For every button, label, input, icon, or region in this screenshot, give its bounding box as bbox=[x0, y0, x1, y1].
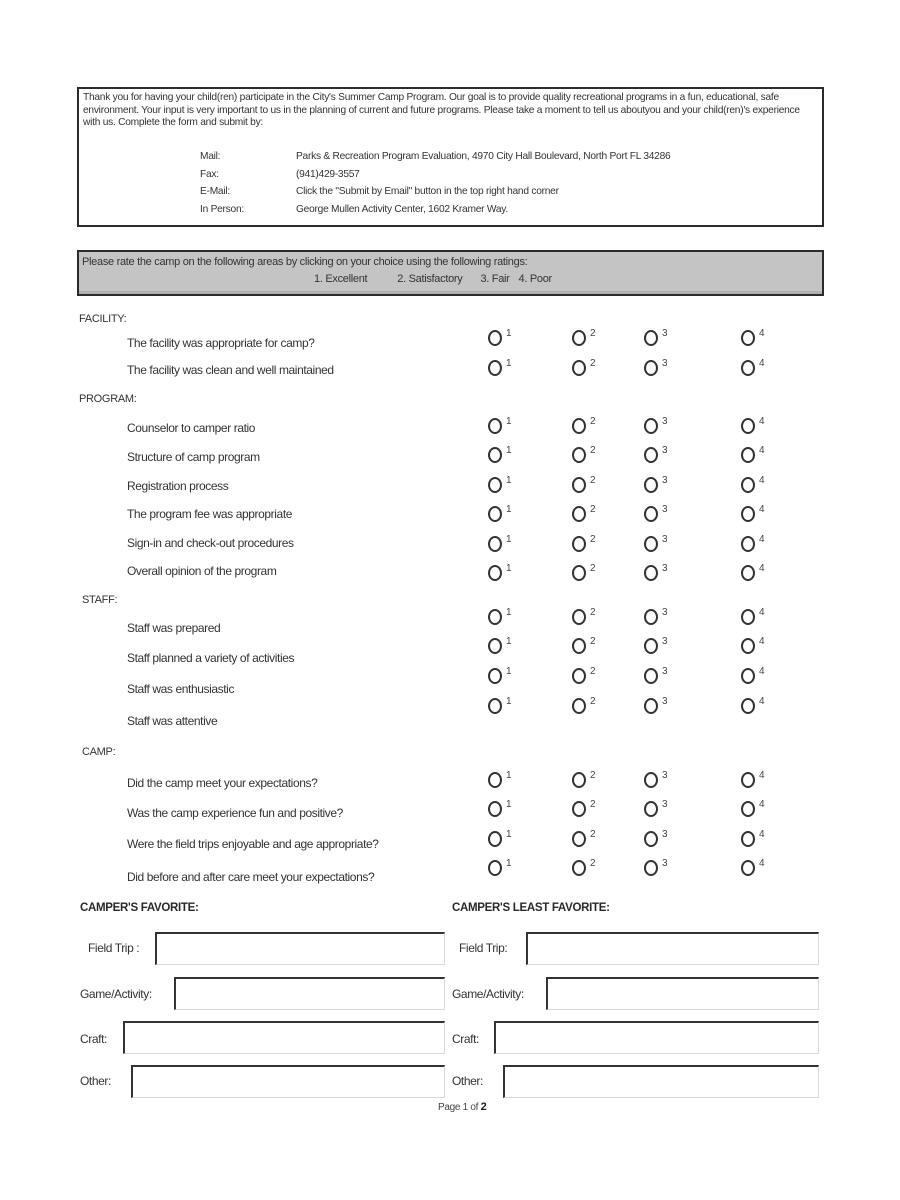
radio-circle-icon[interactable] bbox=[644, 860, 658, 876]
radio-circle-icon[interactable] bbox=[572, 698, 586, 714]
radio-circle-icon[interactable] bbox=[741, 638, 755, 654]
radio-circle-icon[interactable] bbox=[644, 772, 658, 788]
question-program-1: Counselor to camper ratio bbox=[127, 421, 256, 435]
radio-option-3[interactable]: 3 bbox=[644, 668, 668, 684]
radio-circle-icon[interactable] bbox=[488, 477, 502, 493]
radio-option-2[interactable]: 2 bbox=[572, 772, 596, 788]
radio-circle-icon[interactable] bbox=[572, 360, 586, 376]
radio-option-3[interactable]: 3 bbox=[644, 698, 668, 714]
radio-option-1[interactable]: 1 bbox=[488, 536, 512, 552]
question-facility-2: The facility was clean and well maintained bbox=[127, 363, 334, 377]
radio-option-1[interactable]: 1 bbox=[488, 668, 512, 684]
radio-option-2[interactable]: 2 bbox=[572, 418, 596, 434]
radio-circle-icon[interactable] bbox=[644, 698, 658, 714]
radio-circle-icon[interactable] bbox=[572, 668, 586, 684]
rating-group-program-5 bbox=[487, 536, 787, 554]
radio-option-3[interactable]: 3 bbox=[644, 477, 668, 493]
radio-option-2[interactable]: 2 bbox=[572, 860, 596, 876]
favorite-other-label: Other: bbox=[80, 1074, 111, 1088]
radio-circle-icon[interactable] bbox=[644, 565, 658, 581]
question-staff-1: Staff was prepared bbox=[127, 621, 221, 635]
rating-group-camp-1 bbox=[487, 772, 787, 790]
radio-option-4[interactable]: 4 bbox=[741, 638, 765, 654]
radio-circle-icon[interactable] bbox=[572, 418, 586, 434]
contact-row-in-person bbox=[79, 204, 819, 222]
radio-circle-icon[interactable] bbox=[741, 860, 755, 876]
least-favorite-heading: CAMPER'S LEAST FAVORITE: bbox=[452, 902, 610, 914]
radio-circle-icon[interactable] bbox=[488, 801, 502, 817]
radio-option-3[interactable]: 3 bbox=[644, 860, 668, 876]
favorite-heading: CAMPER'S FAVORITE: bbox=[80, 902, 199, 914]
radio-circle-icon[interactable] bbox=[572, 609, 586, 625]
radio-option-2[interactable]: 2 bbox=[572, 831, 596, 847]
radio-circle-icon[interactable] bbox=[572, 772, 586, 788]
rating-group-program-6 bbox=[487, 565, 787, 583]
radio-option-1[interactable]: 1 bbox=[488, 330, 512, 346]
radio-circle-icon[interactable] bbox=[741, 360, 755, 376]
rating-scale-legend bbox=[314, 273, 582, 285]
intro-box bbox=[77, 87, 824, 227]
radio-circle-icon[interactable] bbox=[644, 831, 658, 847]
question-camp-2: Was the camp experience fun and positive? bbox=[127, 806, 343, 820]
radio-circle-icon[interactable] bbox=[741, 609, 755, 625]
radio-option-3[interactable]: 3 bbox=[644, 418, 668, 434]
radio-circle-icon[interactable] bbox=[741, 330, 755, 346]
radio-option-1[interactable]: 1 bbox=[488, 698, 512, 714]
contact-value: (941)429-3557 bbox=[296, 168, 360, 180]
favorite-craft-input[interactable] bbox=[123, 1021, 445, 1054]
question-camp-3: Were the field trips enjoyable and age appropriate? bbox=[127, 837, 379, 851]
radio-circle-icon[interactable] bbox=[488, 565, 502, 581]
radio-option-2[interactable]: 2 bbox=[572, 698, 596, 714]
radio-option-4[interactable]: 4 bbox=[741, 360, 765, 376]
radio-circle-icon[interactable] bbox=[741, 668, 755, 684]
radio-option-4[interactable]: 4 bbox=[741, 668, 765, 684]
least-favorite-other-input[interactable] bbox=[503, 1065, 819, 1098]
radio-circle-icon[interactable] bbox=[572, 506, 586, 522]
radio-circle-icon[interactable] bbox=[741, 506, 755, 522]
radio-option-3[interactable]: 3 bbox=[644, 831, 668, 847]
radio-option-1[interactable]: 1 bbox=[488, 447, 512, 463]
radio-option-4[interactable]: 4 bbox=[741, 801, 765, 817]
rating-group-program-2 bbox=[487, 447, 787, 465]
radio-circle-icon[interactable] bbox=[741, 698, 755, 714]
radio-option-4[interactable]: 4 bbox=[741, 506, 765, 522]
radio-circle-icon[interactable] bbox=[741, 565, 755, 581]
radio-option-1[interactable]: 1 bbox=[488, 506, 512, 522]
page-indicator-total: 2 bbox=[480, 1101, 487, 1113]
radio-option-2[interactable]: 2 bbox=[572, 536, 596, 552]
radio-option-4[interactable]: 4 bbox=[741, 565, 765, 581]
rating-group-facility-1 bbox=[487, 330, 787, 348]
rating-group-program-3 bbox=[487, 477, 787, 495]
radio-circle-icon[interactable] bbox=[572, 477, 586, 493]
radio-circle-icon[interactable] bbox=[488, 609, 502, 625]
radio-option-2[interactable]: 2 bbox=[572, 565, 596, 581]
contact-row-email bbox=[79, 186, 819, 204]
radio-circle-icon[interactable] bbox=[644, 477, 658, 493]
radio-option-4[interactable]: 4 bbox=[741, 330, 765, 346]
rating-group-staff-1 bbox=[487, 609, 787, 627]
radio-option-4[interactable]: 4 bbox=[741, 418, 765, 434]
contact-label: In Person: bbox=[200, 203, 244, 215]
rating-instructions-bar bbox=[77, 250, 824, 296]
radio-circle-icon[interactable] bbox=[741, 801, 755, 817]
radio-option-1[interactable]: 1 bbox=[488, 609, 512, 625]
favorite-game-activity-input[interactable] bbox=[174, 977, 445, 1010]
question-program-3: Registration process bbox=[127, 479, 229, 493]
radio-option-4[interactable]: 4 bbox=[741, 447, 765, 463]
radio-circle-icon[interactable] bbox=[741, 477, 755, 493]
section-facility-label: FACILITY: bbox=[79, 313, 127, 325]
radio-circle-icon[interactable] bbox=[488, 536, 502, 552]
question-program-5: Sign-in and check-out procedures bbox=[127, 536, 294, 550]
favorite-other-input[interactable] bbox=[131, 1065, 445, 1098]
question-program-4: The program fee was appropriate bbox=[127, 507, 293, 521]
rating-group-staff-2 bbox=[487, 638, 787, 656]
radio-option-4[interactable]: 4 bbox=[741, 609, 765, 625]
radio-option-3[interactable]: 3 bbox=[644, 609, 668, 625]
radio-option-3[interactable]: 3 bbox=[644, 360, 668, 376]
question-facility-1: The facility was appropriate for camp? bbox=[127, 336, 315, 350]
radio-circle-icon[interactable] bbox=[488, 447, 502, 463]
least-favorite-field-trip-input[interactable] bbox=[526, 932, 819, 965]
question-camp-4: Did before and after care meet your expectations? bbox=[127, 870, 375, 884]
least-favorite-craft-input[interactable] bbox=[494, 1021, 819, 1054]
radio-circle-icon[interactable] bbox=[572, 536, 586, 552]
radio-circle-icon[interactable] bbox=[644, 801, 658, 817]
radio-circle-icon[interactable] bbox=[644, 330, 658, 346]
intro-text: Thank you for having your child(ren) participate in the City's Summer Camp Program. Our goal is to provide quality recreational programs in a fun, educational, safe environment. Your input is very important to us in the planning of current and future programs. Please take a moment to tell us aboutyou and your child(ren)'s experience with us. Complete the form and submit by: bbox=[83, 92, 800, 128]
rating-group-staff-3 bbox=[487, 668, 787, 686]
rating-group-program-1 bbox=[487, 418, 787, 436]
radio-circle-icon[interactable] bbox=[572, 565, 586, 581]
radio-circle-icon[interactable] bbox=[644, 506, 658, 522]
radio-option-1[interactable]: 1 bbox=[488, 801, 512, 817]
question-program-6: Overall opinion of the program bbox=[127, 564, 277, 578]
radio-circle-icon[interactable] bbox=[644, 609, 658, 625]
least-favorite-craft-label: Craft: bbox=[452, 1032, 479, 1046]
page-indicator bbox=[438, 1101, 486, 1113]
radio-circle-icon[interactable] bbox=[741, 772, 755, 788]
radio-option-2[interactable]: 2 bbox=[572, 506, 596, 522]
radio-circle-icon[interactable] bbox=[488, 772, 502, 788]
radio-option-4[interactable]: 4 bbox=[741, 698, 765, 714]
radio-option-3[interactable]: 3 bbox=[644, 801, 668, 817]
radio-option-4[interactable]: 4 bbox=[741, 536, 765, 552]
radio-option-2[interactable]: 2 bbox=[572, 360, 596, 376]
rating-group-camp-4 bbox=[487, 860, 787, 878]
page-indicator-prefix: Page 1 of bbox=[438, 1102, 479, 1113]
radio-option-4[interactable]: 4 bbox=[741, 831, 765, 847]
radio-circle-icon[interactable] bbox=[488, 638, 502, 654]
radio-circle-icon[interactable] bbox=[488, 330, 502, 346]
radio-option-4[interactable]: 4 bbox=[741, 477, 765, 493]
section-staff-label: STAFF: bbox=[82, 594, 118, 606]
radio-option-3[interactable]: 3 bbox=[644, 447, 668, 463]
radio-option-3[interactable]: 3 bbox=[644, 330, 668, 346]
radio-option-3[interactable]: 3 bbox=[644, 638, 668, 654]
radio-circle-icon[interactable] bbox=[644, 536, 658, 552]
radio-option-1[interactable]: 1 bbox=[488, 831, 512, 847]
radio-option-1[interactable]: 1 bbox=[488, 638, 512, 654]
radio-circle-icon[interactable] bbox=[572, 447, 586, 463]
radio-option-4[interactable]: 4 bbox=[741, 772, 765, 788]
radio-option-2[interactable]: 2 bbox=[572, 638, 596, 654]
contact-label: E-Mail: bbox=[200, 186, 230, 197]
least-favorite-game-activity-input[interactable] bbox=[546, 977, 819, 1010]
question-camp-1: Did the camp meet your expectations? bbox=[127, 776, 318, 790]
radio-option-2[interactable]: 2 bbox=[572, 668, 596, 684]
radio-circle-icon[interactable] bbox=[572, 330, 586, 346]
section-program-label: PROGRAM: bbox=[79, 393, 137, 405]
radio-circle-icon[interactable] bbox=[488, 668, 502, 684]
rating-group-camp-3 bbox=[487, 831, 787, 849]
radio-circle-icon[interactable] bbox=[644, 668, 658, 684]
radio-circle-icon[interactable] bbox=[488, 506, 502, 522]
radio-option-3[interactable]: 3 bbox=[644, 772, 668, 788]
radio-option-1[interactable]: 1 bbox=[488, 772, 512, 788]
favorite-game-activity-label: Game/Activity: bbox=[80, 987, 152, 1001]
radio-option-4[interactable]: 4 bbox=[741, 860, 765, 876]
contact-value: George Mullen Activity Center, 1602 Kramer Way. bbox=[296, 203, 508, 215]
scale-fair: 3. Fair bbox=[480, 273, 510, 285]
radio-circle-icon[interactable] bbox=[572, 638, 586, 654]
radio-circle-icon[interactable] bbox=[572, 801, 586, 817]
radio-circle-icon[interactable] bbox=[488, 831, 502, 847]
radio-circle-icon[interactable] bbox=[644, 360, 658, 376]
contact-label: Fax: bbox=[200, 168, 219, 180]
contact-row-mail bbox=[79, 151, 819, 169]
radio-option-2[interactable]: 2 bbox=[572, 609, 596, 625]
contact-value: Click the "Submit by Email" button in the top right hand corner bbox=[296, 186, 559, 197]
radio-circle-icon[interactable] bbox=[572, 860, 586, 876]
radio-circle-icon[interactable] bbox=[741, 536, 755, 552]
favorite-craft-label: Craft: bbox=[80, 1032, 107, 1046]
radio-option-1[interactable]: 1 bbox=[488, 418, 512, 434]
rating-group-program-4 bbox=[487, 506, 787, 524]
question-staff-2: Staff planned a variety of activities bbox=[127, 651, 295, 665]
rating-group-facility-2 bbox=[487, 360, 787, 378]
question-program-2: Structure of camp program bbox=[127, 450, 260, 464]
rating-group-camp-2 bbox=[487, 801, 787, 819]
radio-circle-icon[interactable] bbox=[644, 638, 658, 654]
question-staff-3: Staff was enthusiastic bbox=[127, 682, 235, 696]
radio-circle-icon[interactable] bbox=[741, 418, 755, 434]
contact-value: Parks & Recreation Program Evaluation, 4970 City Hall Boulevard, North Port FL 34286 bbox=[296, 151, 671, 162]
radio-option-2[interactable]: 2 bbox=[572, 477, 596, 493]
scale-satisfactory: 2. Satisfactory bbox=[397, 273, 463, 285]
rating-group-staff-4 bbox=[487, 698, 787, 716]
contact-label: Mail: bbox=[200, 151, 221, 162]
radio-circle-icon[interactable] bbox=[572, 831, 586, 847]
radio-circle-icon[interactable] bbox=[644, 447, 658, 463]
radio-circle-icon[interactable] bbox=[488, 418, 502, 434]
radio-option-2[interactable]: 2 bbox=[572, 330, 596, 346]
rating-instruction-text: Please rate the camp on the following areas by clicking on your choice using the following ratings: bbox=[82, 256, 528, 268]
radio-circle-icon[interactable] bbox=[488, 698, 502, 714]
radio-circle-icon[interactable] bbox=[741, 831, 755, 847]
radio-option-1[interactable]: 1 bbox=[488, 565, 512, 581]
least-favorite-game-activity-label: Game/Activity: bbox=[452, 987, 524, 1001]
radio-option-3[interactable]: 3 bbox=[644, 536, 668, 552]
radio-circle-icon[interactable] bbox=[488, 860, 502, 876]
contact-row-fax bbox=[79, 169, 819, 187]
radio-option-1[interactable]: 1 bbox=[488, 477, 512, 493]
radio-option-1[interactable]: 1 bbox=[488, 860, 512, 876]
radio-option-1[interactable]: 1 bbox=[488, 360, 512, 376]
radio-option-2[interactable]: 2 bbox=[572, 801, 596, 817]
radio-option-3[interactable]: 3 bbox=[644, 565, 668, 581]
contact-methods bbox=[79, 151, 819, 221]
scale-excellent: 1. Excellent bbox=[314, 273, 368, 285]
favorite-field-trip-label: Field Trip : bbox=[88, 941, 140, 955]
radio-circle-icon[interactable] bbox=[741, 447, 755, 463]
radio-circle-icon[interactable] bbox=[488, 360, 502, 376]
favorite-field-trip-input[interactable] bbox=[155, 932, 445, 965]
scale-poor: 4. Poor bbox=[518, 273, 552, 285]
question-staff-4: Staff was attentive bbox=[127, 714, 218, 728]
section-camp-label: CAMP: bbox=[82, 746, 116, 758]
least-favorite-field-trip-label: Field Trip: bbox=[459, 941, 508, 955]
least-favorite-other-label: Other: bbox=[452, 1074, 483, 1088]
radio-option-2[interactable]: 2 bbox=[572, 447, 596, 463]
radio-option-3[interactable]: 3 bbox=[644, 506, 668, 522]
radio-circle-icon[interactable] bbox=[644, 418, 658, 434]
